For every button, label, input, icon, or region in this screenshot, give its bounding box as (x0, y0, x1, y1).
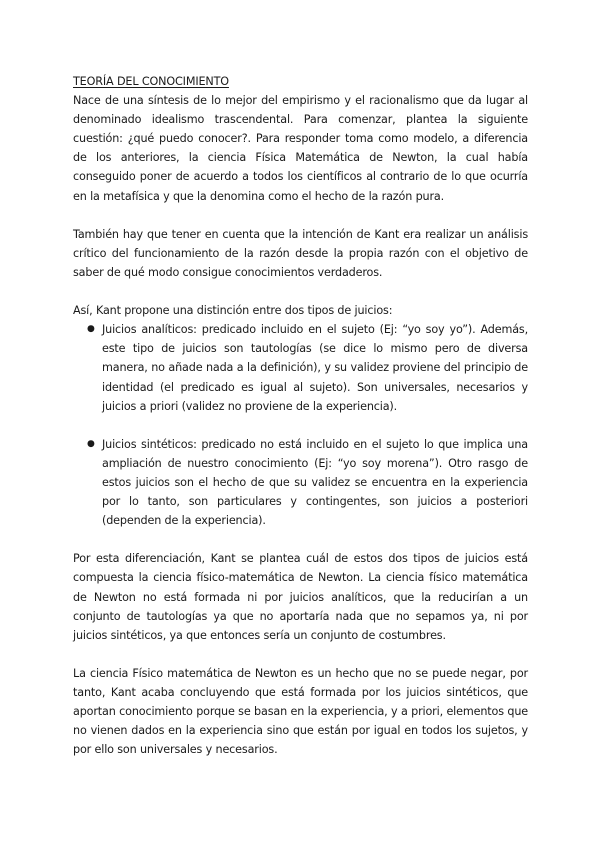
paragraph-conclusion: La ciencia Físico matemática de Newton es un hecho que no se puede negar, por tanto, Kant acaba concluyendo que está formada por los juicios sintéticos, que aportan conocimiento porque se basan en la experiencia, y a priori, elementos que no vienen dados en la experiencia sino que están por igual en todos los sujetos, y por ello son universales y necesarios. (73, 666, 528, 757)
list-item-text: Juicios analíticos: predicado incluido en el sujeto (Ej: “yo soy yo”). Además, este tipo de juicios son tautologías (se dice lo mismo pero de diversa manera, no añade nada a la definición), y su validez proviene del principio de identidad (el predicado es igual al sujeto). Son universales, necesarios y juicios a priori (validez no proviene de la experiencia). (102, 323, 528, 413)
paragraph-gap (73, 645, 528, 664)
list-gap (73, 416, 528, 435)
list-item-analytic (73, 320, 528, 415)
paragraph-intro: Nace de una síntesis de lo mejor del empirismo y el racionalismo que da lugar al denominado idealismo trascendental. Para comenzar, plantea la siguiente cuestión: ¿qué puedo conocer?. Para responder toma como modelo, a diferencia de los anteriores, la ciencia Física Matemática de Newton, la cual había conseguido poner de acuerdo a todos los científicos al contrario de lo que ocurría en la metafísica y que la denomina como el hecho de la razón pura. (73, 94, 528, 203)
paragraph-distinction: Así, Kant propone una distinción entre dos tipos de juicios: (73, 304, 393, 318)
document-title: TEORÍA DEL CONOCIMIENTO (73, 75, 229, 88)
paragraph-differentiation: Por esta diferenciación, Kant se plantea cuál de estos dos tipos de juicios está compuesta la ciencia físico-matemática de Newton. La ciencia físico matemática de Newton no está formada ni por juicios analíticos, que la reducirían a un conjunto de tautologías ya que no aportaría nada que no sepamos ya, ni por juicios sintéticos, ya que entonces sería un conjunto de costumbres. (73, 552, 528, 642)
paragraph-gap (73, 282, 528, 301)
paragraph-gap (73, 530, 528, 549)
list-item-synthetic (73, 435, 528, 530)
paragraph-gap (73, 206, 528, 225)
document-page (73, 72, 528, 759)
list-item-text: Juicios sintéticos: predicado no está incluido en el sujeto lo que implica una ampliación de nuestro conocimiento (Ej: “yo soy morena”). Otro rasgo de estos juicios son el hecho de que su validez se encuentra en la experiencia por lo tanto, son particulares y contingentes, son juicios a posteriori (dependen de la experiencia). (102, 437, 528, 528)
bullet-dot-icon: ● (87, 324, 95, 335)
judgment-types-list (73, 320, 528, 530)
bullet-dot-icon: ● (87, 438, 95, 449)
paragraph-kant-intention: También hay que tener en cuenta que la intención de Kant era realizar un análisis crítico del funcionamiento de la razón desde la propia razón con el objetivo de saber de qué modo consigue conocimientos verdaderos. (73, 227, 528, 279)
